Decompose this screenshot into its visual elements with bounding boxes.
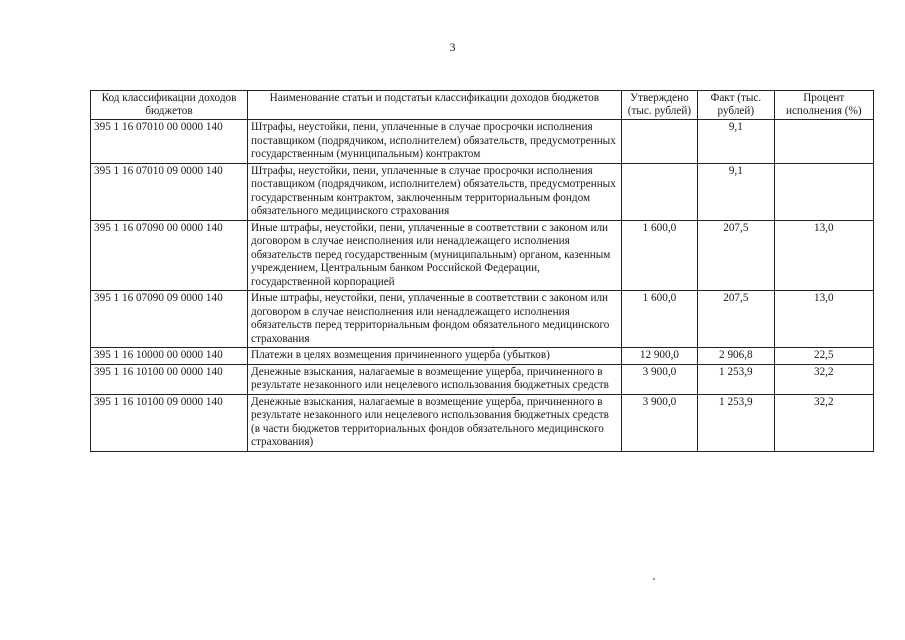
header-name: Наименование статьи и подстатьи классификации доходов бюджетов	[248, 91, 622, 120]
row-percent	[774, 163, 873, 220]
row-name: Иные штрафы, неустойки, пени, уплаченные в соответствии с законом или договором в случае неисполнения или ненадлежащего исполнения обязательств перед государственным (муниципальным) органом, казенным учреждением, Центральным банком Российской Федерации, государственной корпорацией	[248, 220, 622, 291]
row-fact: 1 253,9	[698, 394, 774, 451]
row-approved: 12 900,0	[621, 348, 697, 365]
row-name: Денежные взыскания, налагаемые в возмещение ущерба, причиненного в результате незаконного или нецелевого использования бюджетных средств	[248, 364, 622, 394]
row-fact: 1 253,9	[698, 364, 774, 394]
table-row	[91, 220, 874, 291]
table-row	[91, 348, 874, 365]
table-row	[91, 291, 874, 348]
page-number: 3	[449, 40, 456, 54]
row-code: 395 1 16 07010 00 0000 140	[91, 120, 248, 164]
budget-revenue-table	[90, 90, 874, 452]
row-approved: 3 900,0	[621, 364, 697, 394]
header-code: Код классификации доходов бюджетов	[91, 91, 248, 120]
table-row	[91, 120, 874, 164]
table-row	[91, 364, 874, 394]
row-percent	[774, 120, 873, 164]
row-fact: 2 906,8	[698, 348, 774, 365]
row-approved	[621, 163, 697, 220]
table-header	[91, 91, 874, 120]
row-percent: 13,0	[774, 291, 873, 348]
row-percent: 13,0	[774, 220, 873, 291]
scan-speck	[653, 578, 655, 580]
row-code: 395 1 16 10000 00 0000 140	[91, 348, 248, 365]
row-code: 395 1 16 07010 09 0000 140	[91, 163, 248, 220]
table-body	[91, 120, 874, 452]
row-approved: 1 600,0	[621, 291, 697, 348]
row-fact: 9,1	[698, 120, 774, 164]
row-approved	[621, 120, 697, 164]
header-approved: Утверждено (тыс. рублей)	[621, 91, 697, 120]
row-fact: 207,5	[698, 220, 774, 291]
row-name: Иные штрафы, неустойки, пени, уплаченные в соответствии с законом или договором в случае неисполнения или ненадлежащего исполнения обязательств перед территориальным фондом обязательного медицинского страхования	[248, 291, 622, 348]
row-name: Платежи в целях возмещения причиненного ущерба (убытков)	[248, 348, 622, 365]
row-fact: 207,5	[698, 291, 774, 348]
row-percent: 22,5	[774, 348, 873, 365]
row-code: 395 1 16 10100 00 0000 140	[91, 364, 248, 394]
row-code: 395 1 16 10100 09 0000 140	[91, 394, 248, 451]
row-code: 395 1 16 07090 00 0000 140	[91, 220, 248, 291]
header-fact: Факт (тыс. рублей)	[698, 91, 774, 120]
table-row	[91, 163, 874, 220]
row-code: 395 1 16 07090 09 0000 140	[91, 291, 248, 348]
table-row	[91, 394, 874, 451]
row-name: Штрафы, неустойки, пени, уплаченные в случае просрочки исполнения поставщиком (подрядчиком, исполнителем) обязательств, предусмотренных государственным контрактом, заключенным территориальным фондом обязательного медицинского страхования	[248, 163, 622, 220]
row-name: Денежные взыскания, налагаемые в возмещение ущерба, причиненного в результате незаконного или нецелевого использования бюджетных средств (в части бюджетов территориальных фондов обязательного медицинского страхования)	[248, 394, 622, 451]
row-approved: 3 900,0	[621, 394, 697, 451]
row-name: Штрафы, неустойки, пени, уплаченные в случае просрочки исполнения поставщиком (подрядчиком, исполнителем) обязательств, предусмотренных государственным (муниципальным) контрактом	[248, 120, 622, 164]
row-percent: 32,2	[774, 394, 873, 451]
header-percent: Процент исполнения (%)	[774, 91, 873, 120]
row-approved: 1 600,0	[621, 220, 697, 291]
row-percent: 32,2	[774, 364, 873, 394]
row-fact: 9,1	[698, 163, 774, 220]
